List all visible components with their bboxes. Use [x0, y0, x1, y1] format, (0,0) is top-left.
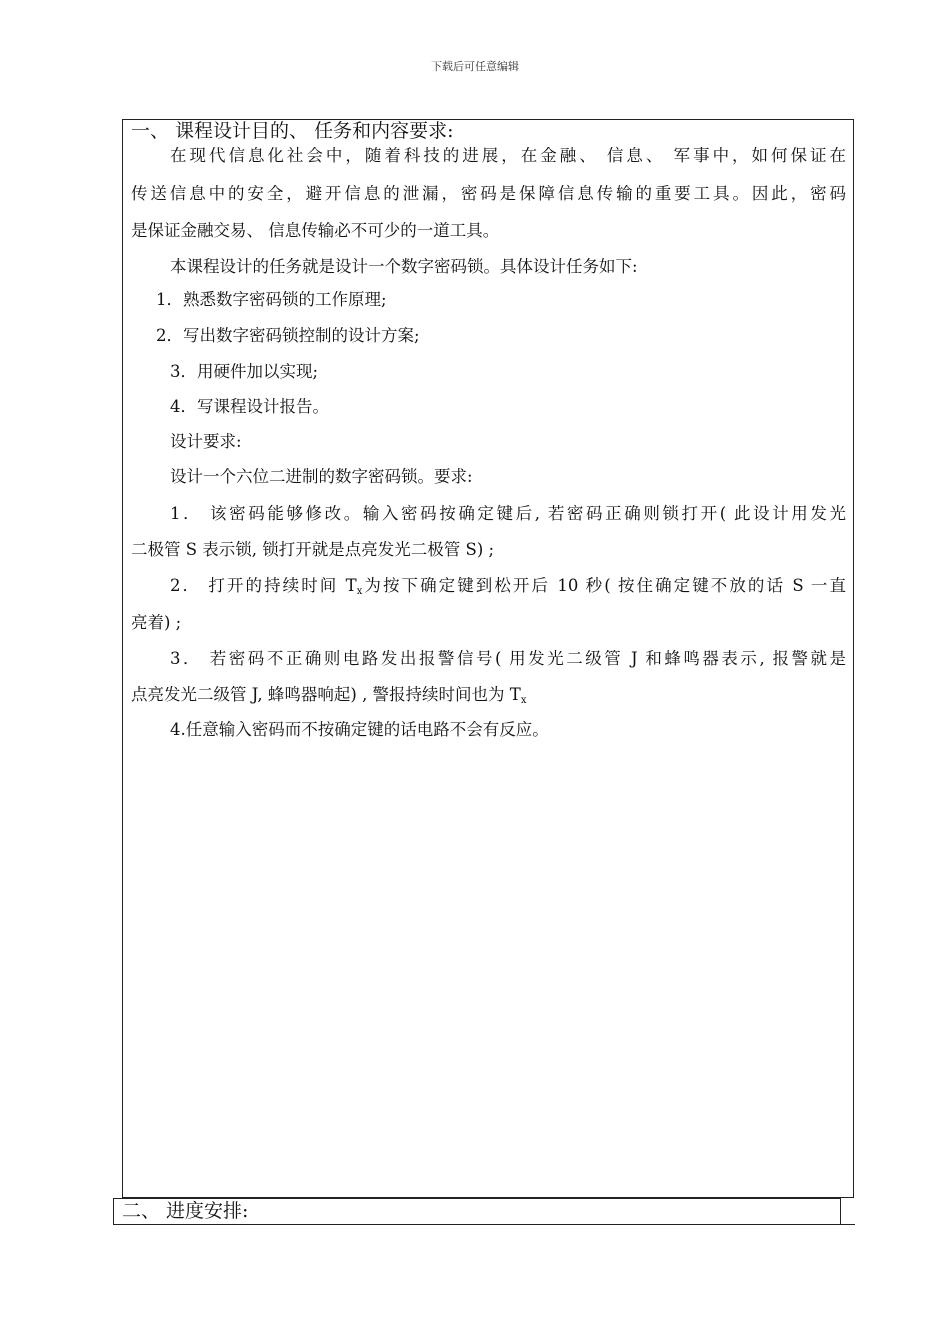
requirements-label: 设计要求:: [170, 432, 242, 451]
table-border-stub: [841, 1224, 855, 1225]
requirements-intro: 设计一个六位二进制的数字密码锁。要求:: [170, 467, 473, 486]
requirement-3-line-2: 点亮发光二级管 J, 蜂鸣器响起) , 警报持续时间也为 $T_x$: [131, 685, 527, 706]
section-1-title: 一、 课程设计目的、 任务和内容要求:: [131, 120, 454, 142]
requirement-4: 4.任意输入密码而不按确定键的话电路不会有反应。: [170, 720, 549, 739]
requirement-1-line-1: 1． 该密码能够修改。输入密码按确定键后, 若密码正确则锁打开( 此设计用发光: [170, 504, 846, 523]
page-header-note: 下载后可任意编辑: [431, 60, 519, 73]
intro-line-2: 传送信息中的安全，避开信息的泄漏，密码是保障信息传输的重要工具。因此，密码: [131, 184, 846, 203]
task-item-4: 4．写课程设计报告。: [170, 397, 329, 416]
task-item-3: 3．用硬件加以实现;: [170, 362, 319, 381]
requirement-1-line-2: 二极管 S 表示锁, 锁打开就是点亮发光二极管 S) ;: [131, 540, 495, 559]
requirement-3-line-1: 3． 若密码不正确则电路发出报警信号( 用发光二级管 J 和蜂鸣器表示, 报警就是: [170, 649, 846, 668]
requirement-2-line-1: 2． 打开的持续时间 $T_x$为按下确定键到松开后 10 秒( 按住确定键不放的话 S 一直: [170, 576, 846, 597]
section-2-title: 二、 进度安排:: [122, 1200, 249, 1222]
requirement-2-line-2: 亮着) ;: [131, 613, 182, 632]
intro-line-1: 在现代信息化社会中，随着科技的进展，在金融、 信息、 军事中，如何保证在: [170, 146, 846, 165]
task-intro: 本课程设计的任务就是设计一个数字密码锁。具体设计任务如下:: [170, 257, 638, 276]
intro-line-3: 是保证金融交易、 信息传输必不可少的一道工具。: [131, 221, 500, 240]
task-item-1: 1．熟悉数字密码锁的工作原理;: [156, 290, 387, 309]
task-item-2: 2．写出数字密码锁控制的设计方案;: [156, 326, 420, 345]
